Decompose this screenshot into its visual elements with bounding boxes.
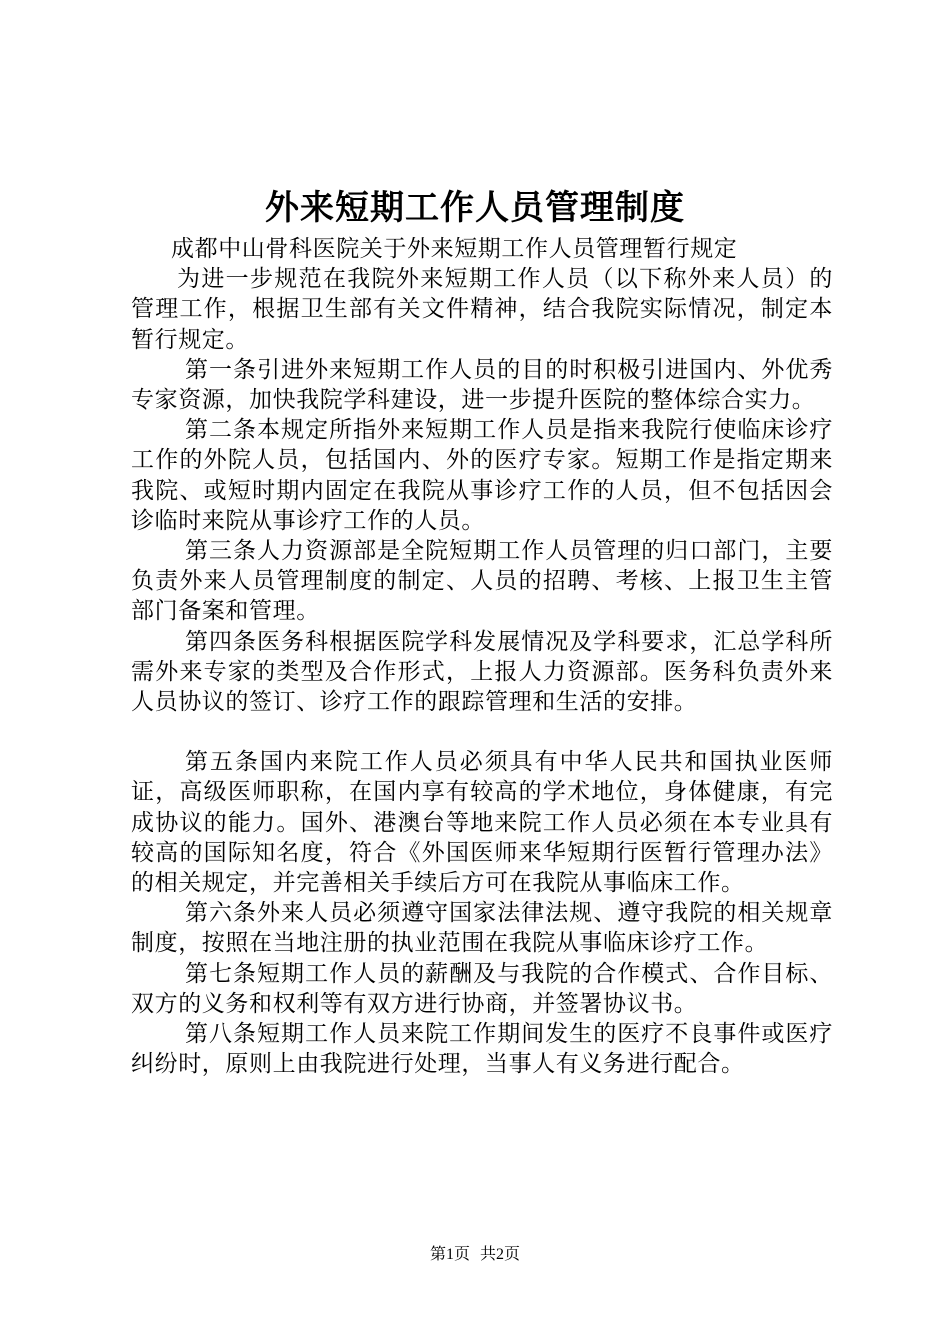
document-title: 外来短期工作人员管理制度: [265, 188, 685, 228]
document-body: [131, 234, 833, 1079]
article-1: 第一条引进外来短期工作人员的目的时积极引进国内、外优秀专家资源，加快我院学科建设，进一步提升医院的整体综合实力。: [131, 356, 833, 414]
intro-paragraph: 为进一步规范在我院外来短期工作人员（以下称外来人员）的管理工作，根据卫生部有关文件精神，结合我院实际情况，制定本暂行规定。: [131, 266, 833, 353]
blank-line: [131, 717, 833, 747]
page-total: 共2页: [480, 1246, 521, 1263]
article-8: 第八条短期工作人员来院工作期间发生的医疗不良事件或医疗纠纷时，原则上由我院进行处理，当事人有义务进行配合。: [131, 1021, 833, 1078]
article-5: 第五条国内来院工作人员必须具有中华人民共和国执业医师证，高级医师职称，在国内享有较高的学术地位，身体健康，有完成协议的能力。国外、港澳台等地来院工作人员必须在本专业具有较高的国际知名度，符合《外国医师来华短期行医暂行管理办法》的相关规定，并完善相关手续后方可在我院从事临床工作。: [131, 749, 833, 897]
page-number: 第1页: [429, 1246, 470, 1263]
article-7: 第七条短期工作人员的薪酬及与我院的合作模式、合作目标、双方的义务和权利等有双方进行协商，并签署协议书。: [131, 960, 833, 1017]
page-footer: [0, 1245, 950, 1265]
article-4: 第四条医务科根据医院学科发展情况及学科要求，汇总学科所需外来专家的类型及合作形式，上报人力资源部。医务科负责外来人员协议的签订、诊疗工作的跟踪管理和生活的安排。: [131, 628, 833, 716]
article-2: 第二条本规定所指外来短期工作人员是指来我院行使临床诊疗工作的外院人员，包括国内、外的医疗专家。短期工作是指定期来我院、或短时期内固定在我院从事诊疗工作的人员，但不包括因会诊临时来院从事诊疗工作的人员。: [131, 417, 833, 534]
article-3: 第三条人力资源部是全院短期工作人员管理的归口部门，主要负责外来人员管理制度的制定、人员的招聘、考核、上报卫生主管部门备案和管理。: [131, 538, 833, 625]
document-subtitle: 成都中山骨科医院关于外来短期工作人员管理暂行规定: [171, 236, 738, 262]
article-6: 第六条外来人员必须遵守国家法律法规、遵守我院的相关规章制度，按照在当地注册的执业范围在我院从事临床诊疗工作。: [131, 900, 833, 957]
